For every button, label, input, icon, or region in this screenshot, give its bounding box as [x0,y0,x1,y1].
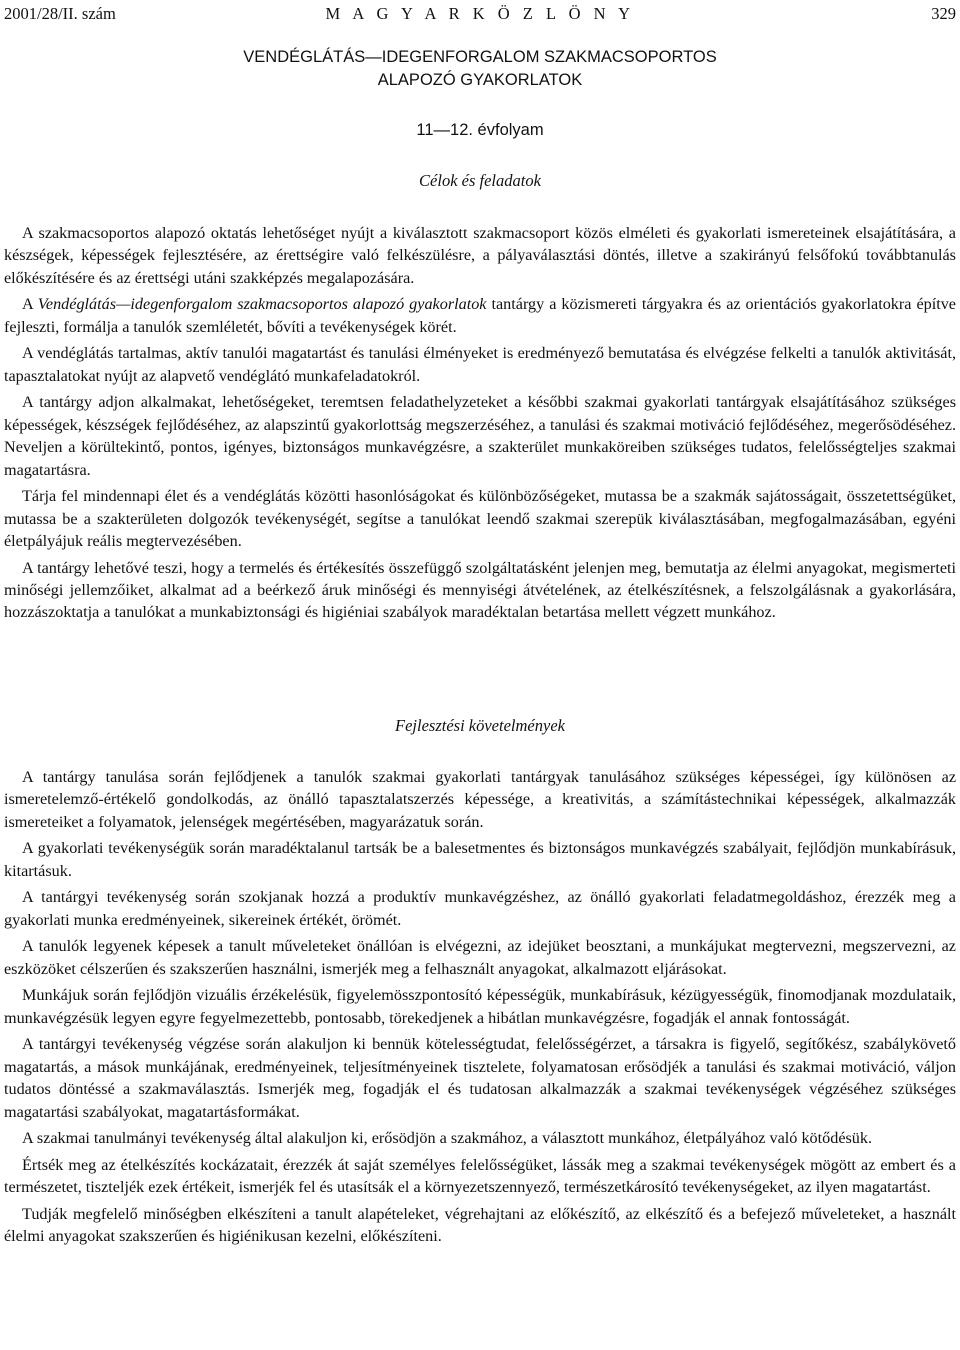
paragraph: A szakmai tanulmányi tevékenység által alakuljon ki, erősödjön a szakmához, a választott munkához, életpályához való kötődésük. [22,1129,873,1148]
publication-title: M A G Y A R K Ö Z L Ö N Y [325,4,635,23]
paragraph: Tárja fel mindennapi élet és a vendéglátás közötti hasonlóságokat és különbözőségeket, mutassa be a szakmák sajátosságait, összetettségüket, mutassa be a szakterületen dolgozók tevékenységét, segítse a tanulókat leendő szakmai szerepük kiválasztásában, megfogalmazásában, egyéni életpályájuk reális megtervezésében. [4,487,956,551]
section-requirements-body [4,766,956,1248]
paragraph [4,293,956,338]
grade-level: 11—12. évfolyam [416,121,544,139]
paragraph: Értsék meg az ételkészítés kockázatait, érezzék át saját személyes felelősségüket, lássák meg a szakmai tevékenységek mögött az embert és a természetet, tiszteljék ezek értékeit, ismerjék fel és utasítsák el a környezetszennyező, természetkárosító tevékenységeket, az ilyen magatartást. [4,1155,956,1197]
paragraph: Munkájuk során fejlődjön vizuális érzékelésük, figyelemösszpontosító képességük, munkabírásuk, kézügyességük, finomodjanak mozdulataik, munkavégzésük legyen egyre fegyelmezettebb, pontosabb, törekedjenek a hibátlan munkavégzésre, fogadják el annak fontosságát. [4,986,956,1027]
page-header [4,4,956,26]
paragraph: A tantárgyi tevékenység során szokjanak hozzá a produktív munkavégzéshez, az önálló gyakorlati feladatmegoldáshoz, érezzék meg a gyakorlati munka eredményeinek, sikereinek értékét, örömét. [4,888,956,929]
paragraph: A tanulók legyenek képesek a tanult műveleteket önállóan is elvégezni, az idejüket beosztani, a munkájukat megtervezni, megszervezni, az eszközöket célszerűen és szakszerűen használni, ismerjék meg a felhasznált anyagokat, alkalmazott eljárásokat. [4,937,956,978]
document-title-line-2: ALAPOZÓ GYAKORLATOK [377,71,583,89]
paragraph: A tantárgy tanulása során fejlődjenek a tanulók szakmai gyakorlati tantárgyak tanulásához szükséges képességei, így különösen az ismeretelemző-értékelő gondolkodás, az önálló tapasztalatszerzés képessége, a kreativitás, a számítástechnikai képességek, alkalmazzák ismereteiket a folyamatok, jelenségek megértésében, magyarázatuk során. [4,768,956,831]
paragraph: Tudják megfelelő minőségben elkészíteni a tanult alapételeket, végrehajtani az előkészítő, az elkészítő és a befejező műveleteket, a használt élelmi anyagokat szakszerűen és higiénikusan kezelni, előkészíteni. [4,1204,956,1246]
page-number: 329 [931,4,956,23]
paragraph: A tantárgyi tevékenység végzése során alakuljon ki bennük kötelességtudat, felelősségérzet, a társakra is figyelő, segítőkész, szabálykövető magatartás, a mások munkájának, eredményeinek, teljesítményeinek tisztelete, folyamatosan erősödjék a tanulási és szakmai motiváció, váljon tudatos döntéssé a szakmaválasztás. Ismerjék meg, fogadják el és tudatosan alkalmazzák a szakmai tevékenységek végzéséhez szükséges magatartási szabályokat, magatartásformákat. [4,1035,956,1121]
paragraph: A gyakorlati tevékenységük során maradéktalanul tartsák be a balesetmentes és biztonságos munkavégzés szabályait, fejlődjön munkabírásuk, kitartásuk. [4,839,956,880]
paragraph: A tantárgy adjon alkalmakat, lehetőségeket, teremtsen feladathelyzeteket a későbbi szakmai gyakorlati tantárgyak elsajátításához szükséges képességek, készségek fejlődéséhez, az alapszintű gyakorlottság megszerzéséhez, a tanulási és szakmai motiváció fejlődéséhez, megerősödéséhez. Neveljen a körültekintő, pontos, igényes, biztonságos munkavégzésre, a szakterület munkaköreiben szükséges tudatos, felelősségteljes szakmai magatartásra. [4,393,956,479]
paragraph: A tantárgy lehetővé teszi, hogy a termelés és értékesítés összefüggő szolgáltatásként jelenjen meg, bemutatja az élelmi anyagokat, megismerteti minőségi jellemzőiket, alkalmat ad a beérkező áruk minőségi és mennyiségi átvételének, az ételkészítésnek, a felszolgálásnak a gyakorlására, hozzászoktatja a tanulókat a munkabiztonsági és higiéniai szabályok maradéktalan betartása mellett végzett munkához. [4,558,956,622]
section-heading-requirements: Fejlesztési követelmények [395,716,565,735]
document-title-line-1: VENDÉGLÁTÁS—IDEGENFORGALOM SZAKMACSOPORTOS [243,48,717,66]
paragraph-text: A [22,295,38,314]
issue-number: 2001/28/II. szám [4,4,116,23]
paragraph-text: tantárgy a közismereti tárgyakra és az orientációs gyakorlatokra építve fejleszti, formálja a tanulók szemléletét, bővíti a tevékenységek körét. [4,295,956,336]
section-heading-goals: Célok és feladatok [419,171,541,190]
paragraph: A szakmacsoportos alapozó oktatás lehetőséget nyújt a kiválasztott szakmacsoport közös elméleti és gyakorlati ismereteinek elsajátítására, a készségek, képességek fejlesztésére, az érettségire való felkészülésre, a pályaválasztási döntés, illetve a szakirányú felsőfokú továbbtanulás előkészítésére és az érettségi utáni szakképzés megalapozására. [4,224,956,287]
paragraph: A vendéglátás tartalmas, aktív tanulói magatartást és tanulási élményeket is eredményező bemutatása és elvégzése felkelti a tanulók aktivitását, tapasztalatokat nyújt az alapvető vendéglátó munkafeladatokról. [4,344,956,385]
subject-name: Vendéglátás—idegenforgalom szakmacsoportos alapozó gyakorlatok [37,295,487,314]
section-goals-body [4,222,956,624]
